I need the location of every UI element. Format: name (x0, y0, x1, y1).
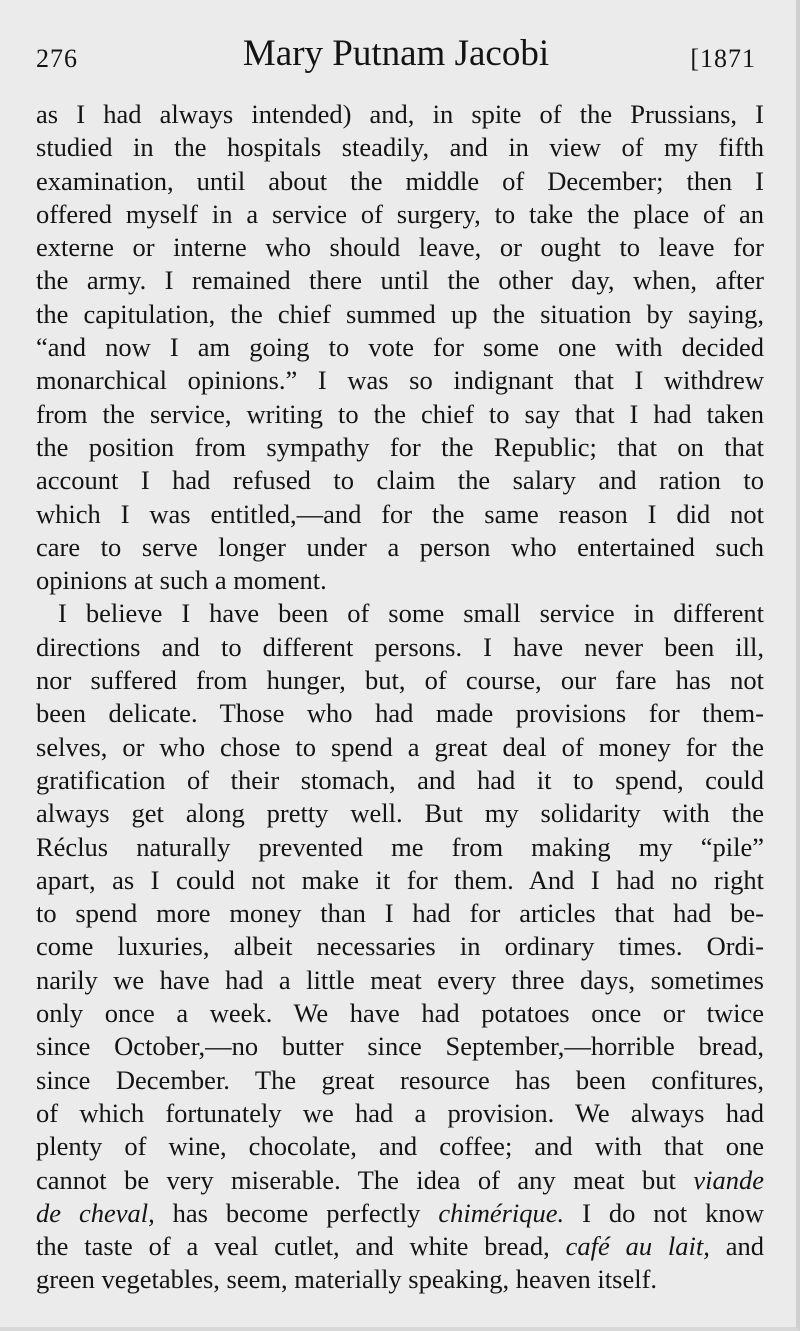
text-line: directions and to different persons. I have never been ill, (36, 631, 764, 662)
page-header (36, 30, 756, 90)
text-line: examination, until about the middle of December; then I (36, 165, 764, 196)
text-line: the capitulation, the chief summed up the situation by saying, (36, 298, 764, 329)
text-line: account I had refused to claim the salary and ration to (36, 465, 764, 496)
paragraph-2 (36, 597, 764, 1296)
italic-phrase: chimérique. (438, 1197, 565, 1228)
text-line-with-italic (36, 1197, 764, 1230)
text-segment: cannot be very miserable. The idea of any meat but (36, 1164, 676, 1195)
text-line: opinions at such a moment. (36, 565, 327, 596)
text-line: only once a week. We have had potatoes once or twice (36, 998, 764, 1029)
text-line: green vegetables, seem, materially speaking, heaven itself. (36, 1264, 658, 1295)
text-line: monarchical opinions.” I was so indignant that I withdrew (36, 365, 764, 396)
text-line: studied in the hospitals steadily, and in view of my fifth (36, 132, 764, 163)
page-number: 276 (36, 44, 78, 73)
italic-phrase: de cheval, (36, 1197, 155, 1228)
text-line: the position from sympathy for the Republic; that on that (36, 431, 764, 462)
text-line: since October,—no butter since September,—horrible bread, (36, 1031, 764, 1062)
text-line: apart, as I could not make it for them. And I had no right (36, 864, 764, 895)
text-line: care to serve longer under a person who entertained such (36, 531, 764, 562)
text-segment: I do not know (564, 1197, 764, 1228)
text-segment: has become perfectly (154, 1197, 439, 1228)
text-line: I believe I have been of some small service in different (58, 598, 764, 629)
text-line: Réclus naturally prevented me from making my “pile” (36, 831, 764, 862)
text-line: come luxuries, albeit necessaries in ordinary times. Ordi- (36, 931, 764, 962)
text-line: always get along pretty well. But my solidarity with the (36, 798, 764, 829)
text-segment: the taste of a veal cutlet, and white bread, (36, 1231, 566, 1262)
header-year: [1871 (690, 44, 756, 73)
text-line-with-italic (36, 1230, 764, 1263)
paragraph-1 (36, 98, 764, 597)
text-line: of which fortunately we had a provision. We always had (36, 1097, 764, 1128)
text-line: narily we have had a little meat every three days, sometimes (36, 964, 764, 995)
text-line-with-italic (36, 1164, 764, 1197)
text-line: offered myself in a service of surgery, to take the place of an (36, 198, 764, 229)
text-line: which I was entitled,—and for the same reason I did not (36, 498, 764, 529)
text-segment: and (709, 1231, 764, 1262)
text-line: externe or interne who should leave, or ought to leave for (36, 232, 764, 263)
text-line: “and now I am going to vote for some one with decided (36, 332, 764, 363)
text-line: plenty of wine, chocolate, and coffee; and with that one (36, 1131, 764, 1162)
text-line: since December. The great resource has been confitures, (36, 1064, 764, 1095)
text-line: gratification of their stomach, and had it to spend, could (36, 764, 764, 795)
text-line: selves, or who chose to spend a great deal of money for the (36, 731, 764, 762)
text-line: to spend more money than I had for articles that had be- (36, 898, 764, 929)
text-line: nor suffered from hunger, but, of course, our fare has not (36, 665, 764, 696)
text-line: as I had always intended) and, in spite of the Prussians, I (36, 99, 764, 129)
text-line: from the service, writing to the chief to say that I had taken (36, 398, 764, 429)
italic-phrase: viande (693, 1164, 764, 1195)
italic-phrase: café au lait, (565, 1231, 710, 1262)
text-line: been delicate. Those who had made provisions for them- (36, 698, 764, 729)
running-title: Mary Putnam Jacobi (242, 33, 550, 74)
text-line: the army. I remained there until the other day, when, after (36, 265, 764, 296)
body-text (36, 98, 764, 1297)
